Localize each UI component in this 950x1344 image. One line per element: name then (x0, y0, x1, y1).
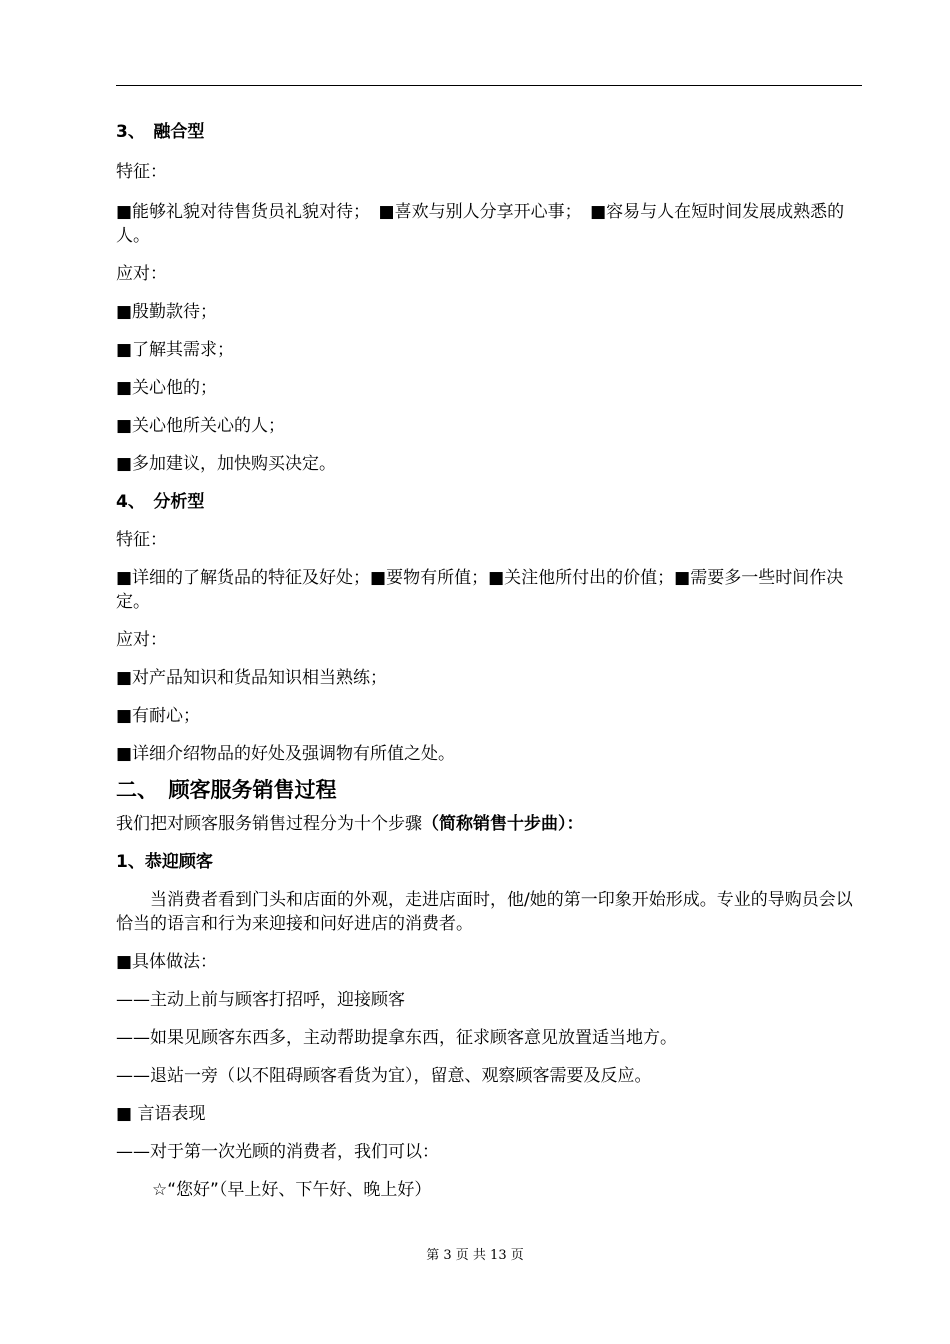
section-title: 二、 顾客服务销售过程 (116, 778, 337, 802)
header-rule (116, 85, 862, 86)
response-item: ■关心他所关心的人； (116, 416, 286, 436)
response-item: ■关心他的； (116, 378, 218, 398)
method-item: ——退站一旁（以不阻碍顾客看货为宜），留意、观察顾客需要及反应。 (116, 1066, 652, 1086)
heading-fusion-type: 3、 融合型 (116, 122, 205, 142)
feature-label-2: 特征： (116, 530, 167, 550)
step-1-heading: 1、恭迎顾客 (116, 852, 213, 872)
response-item: ■有耐心； (116, 706, 201, 726)
speech-greeting: ☆“您好”（早上好、下午好、晚上好） (152, 1180, 432, 1200)
intro-bold-text: （简称销售十步曲）： (422, 814, 584, 834)
feature-label-1: 特征： (116, 162, 167, 182)
step-1-paragraph: 当消费者看到门头和店面的外观，走进店面时，他/她的第一印象开始形成。专业的导购员会以恰当的语言和行为来迎接和问好进店的消费者。 (116, 890, 853, 934)
response-item: ■多加建议，加快购买决定。 (116, 454, 337, 474)
page-footer: 第 3 页 共 13 页 (426, 1248, 524, 1263)
page-content (116, 120, 862, 1202)
section-intro (116, 812, 862, 836)
response-item: ■详细介绍物品的好处及强调物有所值之处。 (116, 744, 456, 764)
intro-text: 我们把对顾客服务销售过程分为十个步骤 (116, 814, 422, 834)
response-item: ■了解其需求； (116, 340, 235, 360)
speech-first-visit: ——对于第一次光顾的消费者，我们可以： (116, 1142, 439, 1162)
response-label-2: 应对： (116, 630, 167, 650)
method-label: ■具体做法： (116, 952, 218, 972)
feature-text-1: ■能够礼貌对待售货员礼貌对待； ■喜欢与别人分享开心事； ■容易与人在短时间发展成熟悉的人。 (116, 202, 845, 246)
method-item: ——主动上前与顾客打招呼，迎接顾客 (116, 990, 405, 1010)
response-item: ■殷勤款待； (116, 302, 218, 322)
response-item: ■对产品知识和货品知识相当熟练； (116, 668, 388, 688)
method-item: ——如果见顾客东西多，主动帮助提拿东西，征求顾客意见放置适当地方。 (116, 1028, 677, 1048)
feature-text-2: ■详细的了解货品的特征及好处；■要物有所值；■关注他所付出的价值；■需要多一些时间作决定。 (116, 568, 844, 612)
response-label-1: 应对： (116, 264, 167, 284)
speech-label: ■ 言语表现 (116, 1104, 206, 1124)
heading-analytic-type: 4、 分析型 (116, 492, 205, 512)
